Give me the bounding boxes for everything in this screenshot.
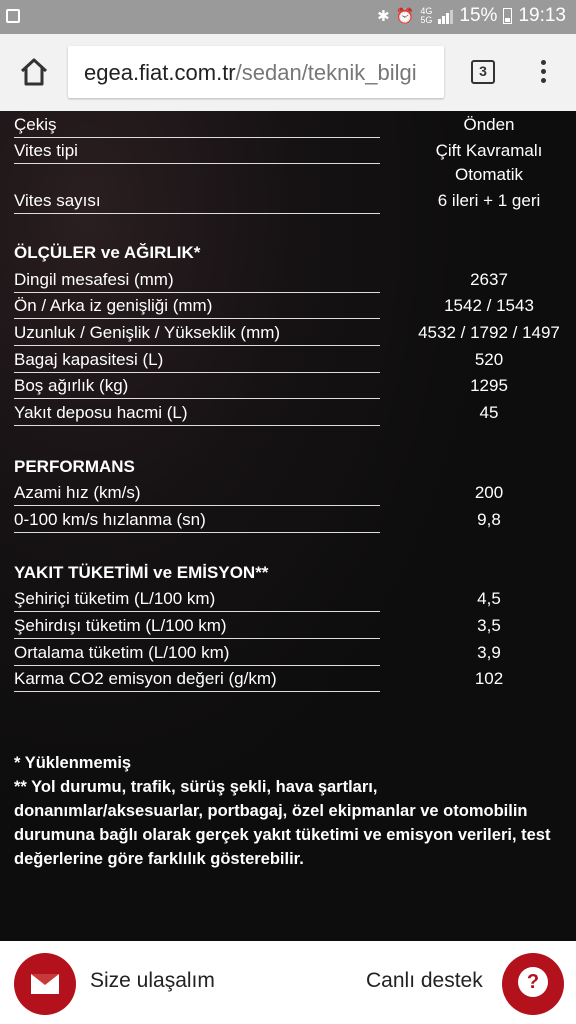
spec-value: 3,5 bbox=[477, 616, 501, 635]
spec-label: 0-100 km/s hızlanma (sn) bbox=[14, 510, 206, 529]
spec-value: 4532 / 1792 / 1497 bbox=[418, 323, 560, 342]
home-icon[interactable] bbox=[18, 56, 50, 88]
spec-label: Vites tipi bbox=[14, 141, 78, 160]
clock: 19:13 bbox=[518, 5, 566, 26]
address-bar[interactable] bbox=[68, 46, 444, 98]
spec-label: Uzunluk / Genişlik / Yükseklik (mm) bbox=[14, 323, 281, 342]
section-title-performance: PERFORMANS bbox=[14, 457, 135, 476]
battery-icon bbox=[503, 8, 512, 24]
spec-label: Dingil mesafesi (mm) bbox=[14, 270, 174, 289]
section-title-dimensions: ÖLÇÜLER ve AĞIRLIK* bbox=[14, 243, 201, 262]
section-title-fuel: YAKIT TÜKETİMİ ve EMİSYON** bbox=[14, 563, 269, 582]
spec-label: Vites sayısı bbox=[14, 191, 101, 210]
spec-row bbox=[14, 292, 534, 319]
help-chat-icon: ? bbox=[518, 967, 548, 997]
spec-value: 102 bbox=[474, 669, 504, 688]
spec-row bbox=[14, 585, 501, 612]
network-type: 4G 5G bbox=[420, 6, 433, 25]
spec-row bbox=[14, 266, 508, 293]
spec-value: 9,8 bbox=[477, 510, 501, 529]
live-support-label[interactable]: Canlı destek bbox=[366, 969, 483, 992]
spec-label: Ortalama tüketim (L/100 km) bbox=[14, 643, 230, 662]
overflow-menu-icon[interactable] bbox=[536, 60, 550, 86]
battery-percent: 15% bbox=[459, 5, 498, 26]
spec-row bbox=[14, 137, 543, 164]
spec-label: Boş ağırlık (kg) bbox=[14, 376, 129, 395]
spec-label: Azami hız (km/s) bbox=[14, 483, 141, 502]
spec-row bbox=[14, 346, 504, 373]
url-domain: egea.fiat.com.tr bbox=[84, 60, 236, 85]
spec-label: Şehirdışı tüketim (L/100 km) bbox=[14, 616, 227, 635]
spec-label: Karma CO2 emisyon değeri (g/km) bbox=[14, 669, 277, 688]
contact-button[interactable] bbox=[14, 953, 76, 1015]
alarm-icon: ⏰ bbox=[395, 8, 415, 25]
spec-value: 2637 bbox=[470, 270, 508, 289]
spec-value: 200 bbox=[474, 483, 504, 502]
spec-row bbox=[14, 399, 499, 426]
spec-value-extra: Otomatik bbox=[454, 165, 524, 184]
tab-switcher-button[interactable]: 3 bbox=[471, 60, 495, 84]
url-path: /sedan/teknik_bilgi bbox=[235, 60, 417, 85]
spec-row bbox=[14, 111, 515, 138]
spec-label: Şehiriçi tüketim (L/100 km) bbox=[14, 589, 216, 608]
mail-icon bbox=[31, 974, 59, 994]
browser-toolbar bbox=[0, 34, 576, 111]
spec-value: 520 bbox=[474, 350, 504, 369]
spec-row bbox=[14, 372, 508, 399]
spec-label: Çekiş bbox=[14, 115, 57, 134]
bluetooth-icon: ✱ bbox=[377, 8, 390, 25]
notification-icon bbox=[6, 9, 20, 23]
spec-row bbox=[14, 506, 501, 533]
contact-label[interactable]: Size ulaşalım bbox=[90, 969, 215, 992]
spec-row bbox=[14, 639, 501, 666]
spec-label: Bagaj kapasitesi (L) bbox=[14, 350, 164, 369]
spec-content bbox=[0, 111, 576, 941]
spec-row bbox=[14, 163, 541, 214]
spec-value: Önden bbox=[463, 115, 515, 134]
live-support-button[interactable] bbox=[502, 953, 564, 1015]
status-bar bbox=[0, 0, 576, 34]
spec-value: 6 ileri + 1 geri bbox=[437, 191, 541, 210]
spec-label: Ön / Arka iz genişliği (mm) bbox=[14, 296, 213, 315]
spec-row bbox=[14, 479, 504, 506]
spec-value: 4,5 bbox=[477, 589, 501, 608]
footnote-unloaded: * Yüklenmemiş bbox=[14, 754, 132, 772]
spec-label: Yakıt deposu hacmi (L) bbox=[14, 403, 188, 422]
spec-value: 3,9 bbox=[477, 643, 501, 662]
footnote-fuel-disclaimer: ** Yol durumu, trafik, sürüş şekli, hava şartları, donanımlar/aksesuarlar, portbagaj, özel ekipmanlar ve otomobilin durumuna bağlı olarak gerçek yakıt tüketimi ve emisyon verileri, test değerlerine göre farklılık gösterebilir. bbox=[14, 778, 551, 868]
signal-icon bbox=[438, 8, 453, 24]
spec-value: Çift Kavramalı bbox=[435, 141, 543, 160]
spec-row bbox=[14, 612, 501, 639]
spec-row bbox=[14, 319, 560, 346]
spec-value: 1295 bbox=[470, 376, 508, 395]
bottom-action-bar bbox=[0, 941, 576, 1024]
spec-row bbox=[14, 665, 504, 692]
spec-value: 1542 / 1543 bbox=[444, 296, 534, 315]
spec-value: 45 bbox=[479, 403, 499, 422]
